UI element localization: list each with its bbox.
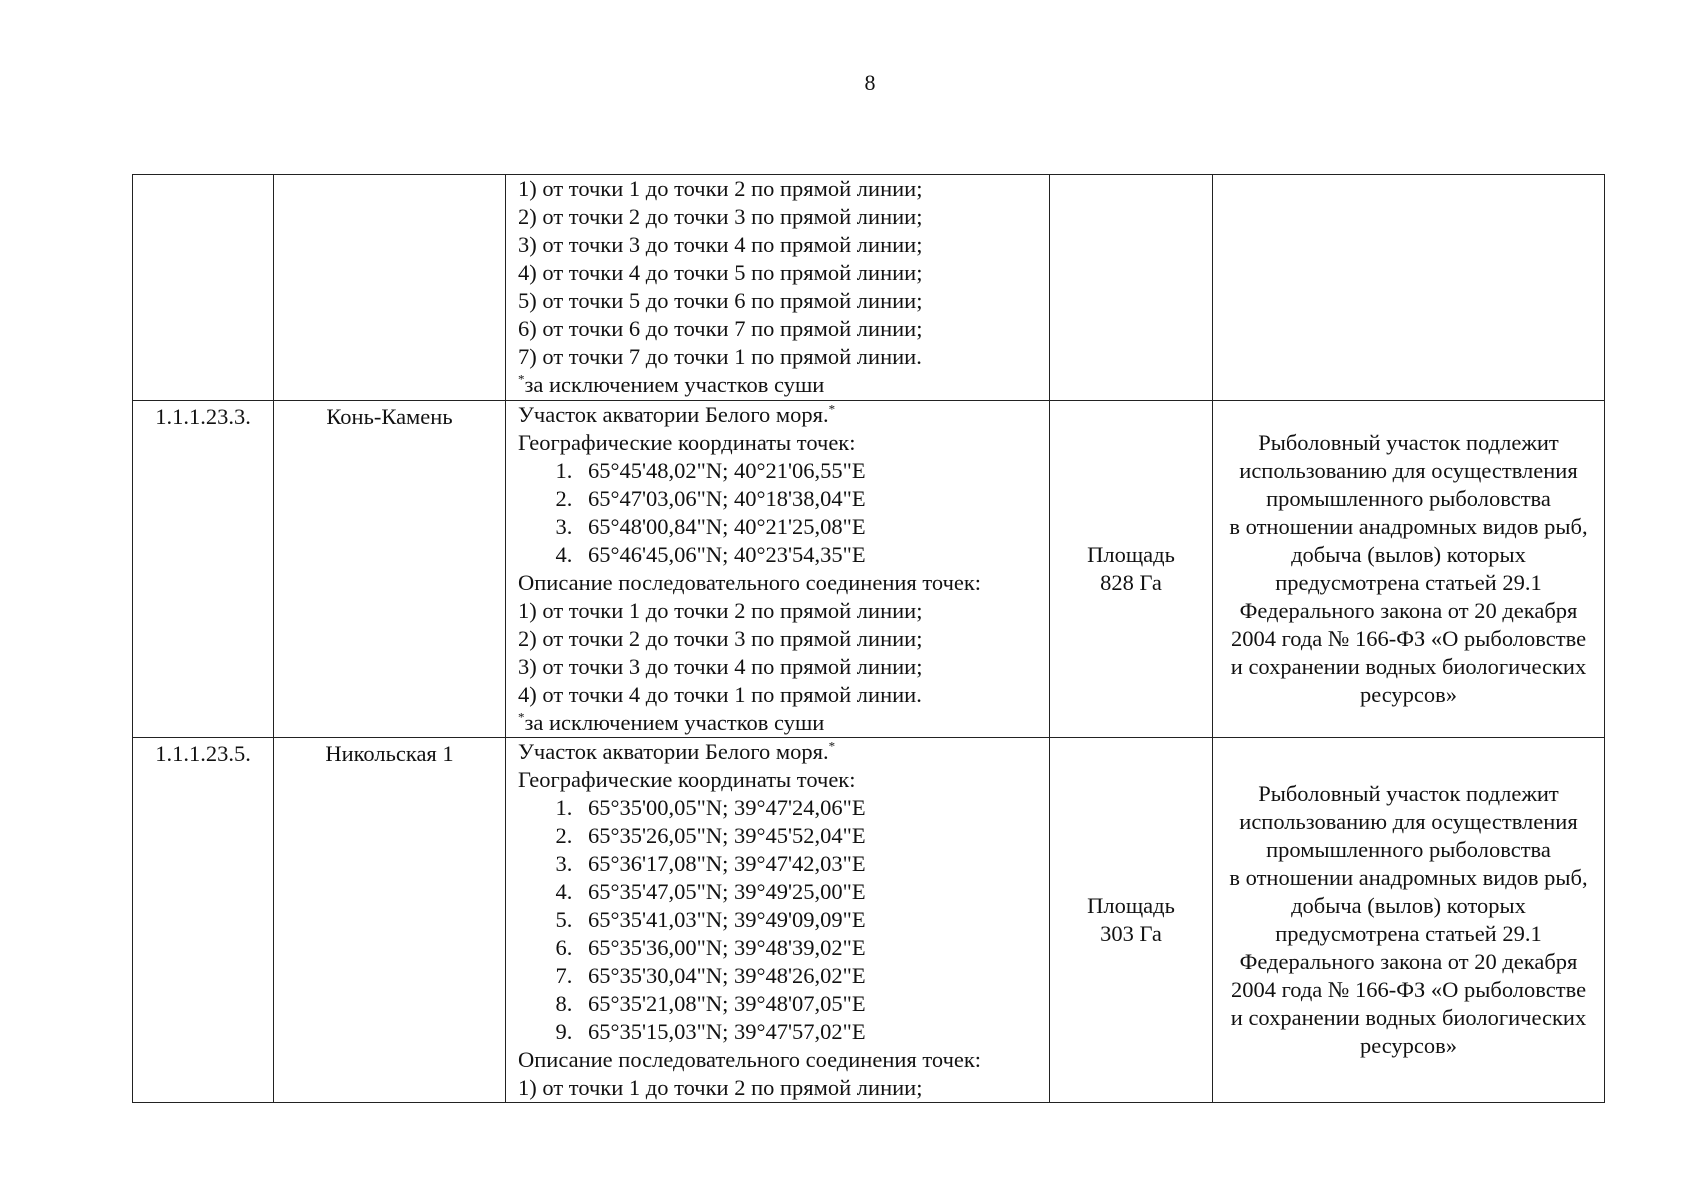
footnote-line xyxy=(518,371,1043,399)
area-label: Площадь xyxy=(1087,893,1175,918)
connection-line: 4) от точки 4 до точки 1 по прямой линии. xyxy=(518,682,922,707)
purpose-line: Рыболовный участок подлежит xyxy=(1258,781,1559,806)
footnote-text: за исключением участков суши xyxy=(524,372,825,397)
purpose-line: использованию для осуществления xyxy=(1239,458,1578,483)
purpose-line: использованию для осуществления xyxy=(1239,809,1578,834)
site-area-cell xyxy=(1050,175,1213,401)
site-number-cell: 1.1.1.23.5. xyxy=(133,738,274,1103)
purpose-line: и сохранении водных биологических xyxy=(1230,1005,1587,1030)
coordinate-item: 9. 65°35'15,03"N; 39°47'57,02"E xyxy=(578,1018,1043,1046)
purpose-line: ресурсов» xyxy=(1359,682,1458,707)
coordinate-item: 1. 65°45'48,02"N; 40°21'06,55"E xyxy=(578,457,1043,485)
site-description-cell xyxy=(506,175,1050,401)
footnote-marker: * xyxy=(518,709,525,725)
coordinates-list xyxy=(518,457,1043,569)
purpose-line: в отношении анадромных видов рыб, xyxy=(1229,865,1588,890)
purpose-line: предусмотрена статьей 29.1 xyxy=(1275,921,1542,946)
purpose-line: ресурсов» xyxy=(1359,1033,1458,1058)
coordinate-item: 6. 65°35'36,00"N; 39°48'39,02"E xyxy=(578,934,1043,962)
site-description-title xyxy=(518,738,1043,766)
coordinate-item: 4. 65°35'47,05"N; 39°49'25,00"E xyxy=(578,878,1043,906)
purpose-line: 2004 года № 166-ФЗ «О рыболовстве xyxy=(1230,977,1587,1002)
table-row xyxy=(133,401,1605,738)
purpose-line: предусмотрена статьей 29.1 xyxy=(1275,570,1542,595)
area-label: Площадь xyxy=(1087,542,1175,567)
footnote-marker: * xyxy=(828,738,836,754)
table-row xyxy=(133,738,1605,1103)
page-number: 8 xyxy=(864,70,876,95)
connection-line: 7) от точки 7 до точки 1 по прямой линии. xyxy=(518,344,922,369)
coordinate-item: 2. 65°47'03,06"N; 40°18'38,04"E xyxy=(578,485,1043,513)
purpose-line: Рыболовный участок подлежит xyxy=(1258,430,1559,455)
site-description-cell xyxy=(506,738,1050,1103)
coordinate-item: 3. 65°36'17,08"N; 39°47'42,03"E xyxy=(578,850,1043,878)
purpose-line: в отношении анадромных видов рыб, xyxy=(1229,514,1588,539)
site-name-cell xyxy=(274,175,506,401)
site-purpose-cell xyxy=(1213,175,1605,401)
site-number-cell: 1.1.1.23.3. xyxy=(133,401,274,738)
footnote-line xyxy=(518,709,1043,737)
footnote-marker: * xyxy=(828,401,836,417)
connection-heading: Описание последовательного соединения точек: xyxy=(518,1047,982,1072)
footnote-marker: * xyxy=(518,371,525,387)
connection-line: 1) от точки 1 до точки 2 по прямой линии; xyxy=(518,1075,923,1100)
coordinates-heading: Географические координаты точек: xyxy=(518,767,856,792)
table-row xyxy=(133,175,1605,401)
coordinate-item: 1. 65°35'00,05"N; 39°47'24,06"E xyxy=(578,794,1043,822)
site-name-cell: Конь-Камень xyxy=(274,401,506,738)
purpose-line: Федерального закона от 20 декабря xyxy=(1239,949,1578,974)
purpose-line: промышленного рыболовства xyxy=(1266,837,1551,862)
site-description-title xyxy=(518,401,1043,429)
area-value: 828 Га xyxy=(1100,570,1162,595)
connection-line: 6) от точки 6 до точки 7 по прямой линии; xyxy=(518,316,923,341)
coordinates-list xyxy=(518,794,1043,1046)
connection-line: 5) от точки 5 до точки 6 по прямой линии; xyxy=(518,288,923,313)
connection-heading: Описание последовательного соединения точек: xyxy=(518,570,982,595)
connection-line: 1) от точки 1 до точки 2 по прямой линии; xyxy=(518,176,923,201)
connection-line: 3) от точки 3 до точки 4 по прямой линии; xyxy=(518,654,923,679)
connection-line: 3) от точки 3 до точки 4 по прямой линии; xyxy=(518,232,923,257)
title-text: Участок акватории Белого моря. xyxy=(518,402,829,427)
site-description-cell xyxy=(506,401,1050,738)
site-name-cell: Никольская 1 xyxy=(274,738,506,1103)
purpose-line: добыча (вылов) которых xyxy=(1291,542,1526,567)
purpose-line: промышленного рыболовства xyxy=(1266,486,1551,511)
site-purpose-cell xyxy=(1213,401,1605,738)
coordinate-item: 7. 65°35'30,04"N; 39°48'26,02"E xyxy=(578,962,1043,990)
purpose-line: Федерального закона от 20 декабря xyxy=(1239,598,1578,623)
coordinate-item: 8. 65°35'21,08"N; 39°48'07,05"E xyxy=(578,990,1043,1018)
coordinate-item: 2. 65°35'26,05"N; 39°45'52,04"E xyxy=(578,822,1043,850)
coordinates-heading: Географические координаты точек: xyxy=(518,430,856,455)
site-area-cell xyxy=(1050,401,1213,738)
area-value: 303 Га xyxy=(1100,921,1162,946)
purpose-line: 2004 года № 166-ФЗ «О рыболовстве xyxy=(1230,626,1587,651)
site-area-cell xyxy=(1050,738,1213,1103)
site-purpose-cell xyxy=(1213,738,1605,1103)
connection-line: 1) от точки 1 до точки 2 по прямой линии; xyxy=(518,598,923,623)
site-number-cell xyxy=(133,175,274,401)
footnote-text: за исключением участков суши xyxy=(524,710,825,735)
connection-line: 2) от точки 2 до точки 3 по прямой линии; xyxy=(518,626,923,651)
fishing-sites-table xyxy=(132,174,1605,1103)
title-text: Участок акватории Белого моря. xyxy=(518,739,829,764)
connection-line: 2) от точки 2 до точки 3 по прямой линии; xyxy=(518,204,923,229)
coordinate-item: 4. 65°46'45,06"N; 40°23'54,35"E xyxy=(578,541,1043,569)
coordinate-item: 3. 65°48'00,84"N; 40°21'25,08"E xyxy=(578,513,1043,541)
connection-line: 4) от точки 4 до точки 5 по прямой линии; xyxy=(518,260,923,285)
coordinate-item: 5. 65°35'41,03"N; 39°49'09,09"E xyxy=(578,906,1043,934)
purpose-line: добыча (вылов) которых xyxy=(1291,893,1526,918)
purpose-line: и сохранении водных биологических xyxy=(1230,654,1587,679)
